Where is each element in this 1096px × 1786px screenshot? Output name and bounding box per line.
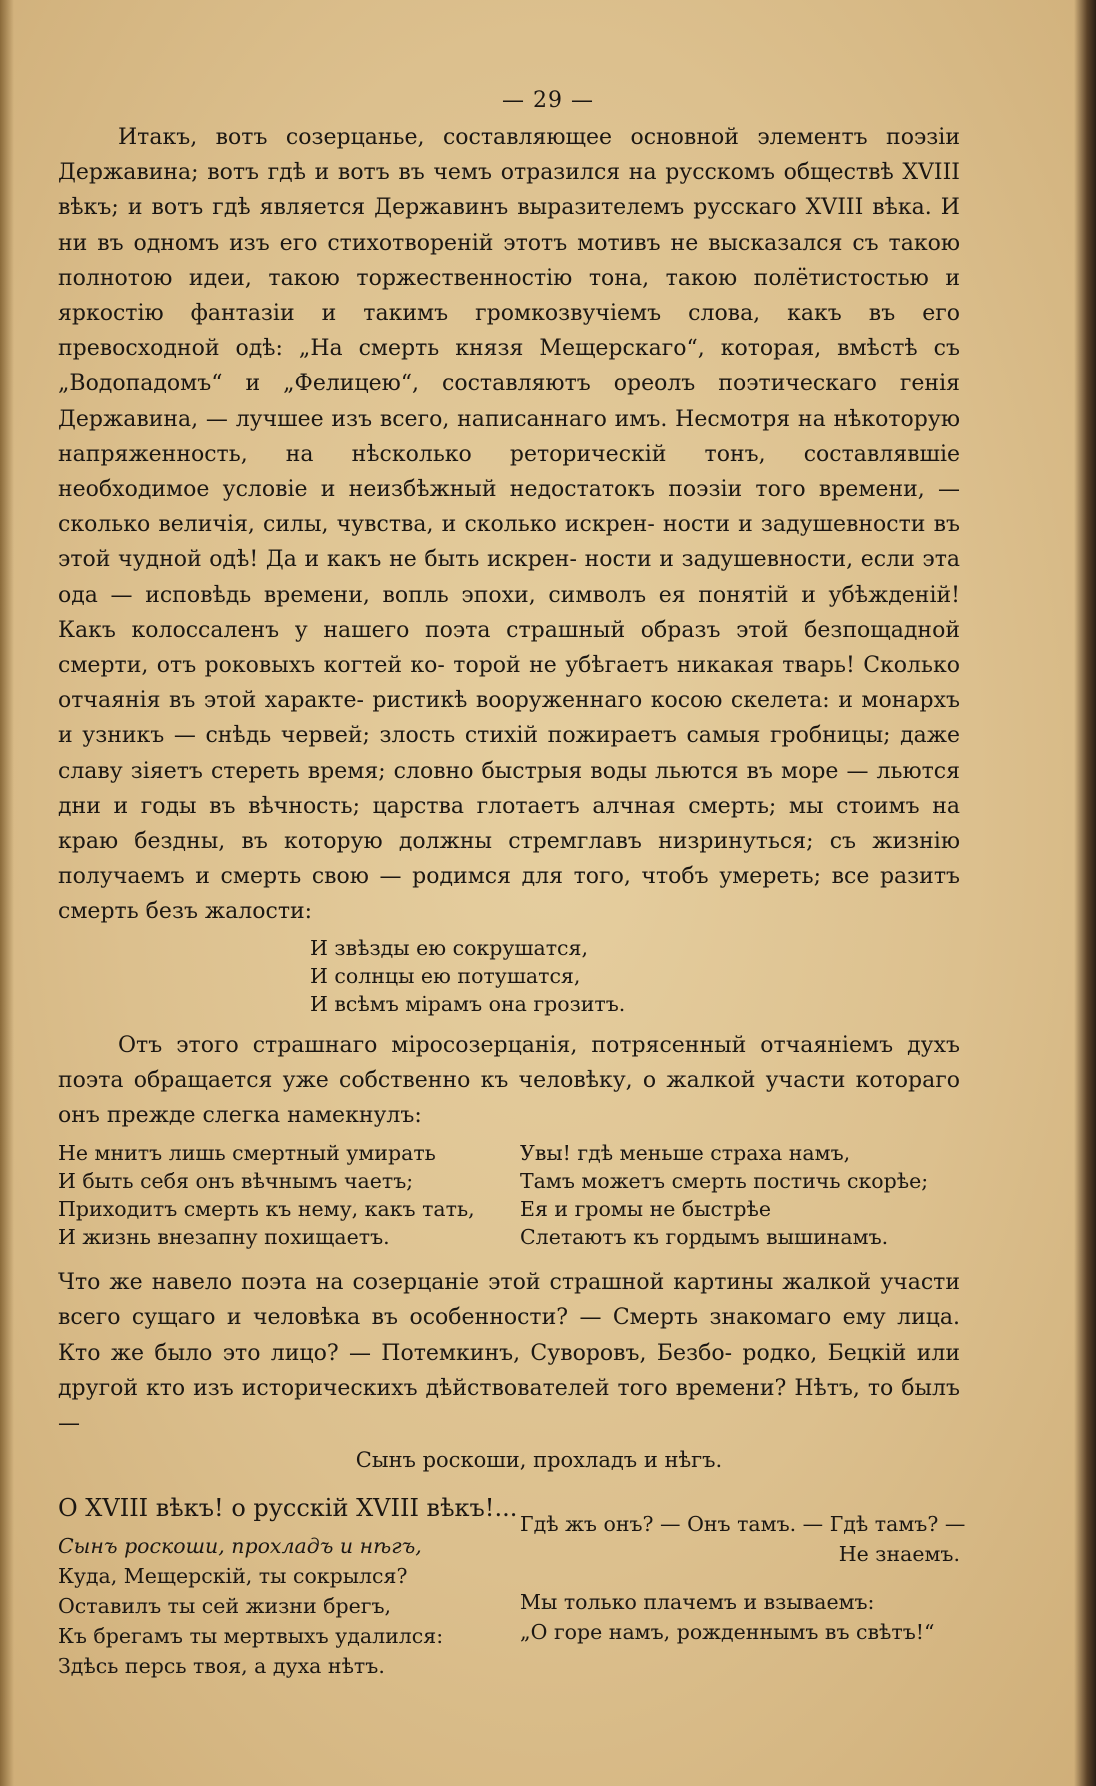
final-left-line-3: Оставилъ ты сей жизни брегъ, <box>58 1594 392 1619</box>
text-line: ности и задушевности, если эта ода — исповѣдь времени, вопль эпохи, <box>58 547 960 608</box>
text-line: ристикѣ вооруженнаго косою скелета: и монархъ и узникъ — снѣдь <box>58 688 960 749</box>
final-right-line-4: „О горе намъ, рожденнымъ въ свѣтъ!“ <box>520 1620 935 1645</box>
text-line: составлявшіе необходимое условіе и неизбѣжный недостатокъ поэзіи <box>58 441 961 503</box>
text-line: торой не убѣгаетъ никакая тварь! Сколько отчаянія въ этой характе- <box>58 653 960 714</box>
stanza-right-column <box>520 1139 960 1251</box>
final-left-column <box>58 1531 488 1681</box>
text-line: краю бездны, въ которую должны стремглавъ низринуться; съ жизнію <box>58 829 960 855</box>
verse-line: Тамъ можетъ смерть постичь скорѣе; <box>520 1169 929 1194</box>
text-line: участи всего сущаго и человѣка въ особенности? — Смерть знакомаго <box>58 1270 960 1331</box>
text-line: высказался съ такою полнотою идеи, такою торжественностію тона, <box>58 230 960 291</box>
paragraph-2 <box>58 1028 960 1134</box>
final-right-line-1: Гдѣ жъ онъ? — Онъ тамъ. — Гдѣ тамъ? — <box>520 1512 966 1537</box>
final-right-gap <box>520 1569 960 1587</box>
stanza-two-columns <box>58 1139 960 1251</box>
verse-line: Приходитъ смерть къ нему, какъ тать, <box>58 1197 475 1222</box>
text-line: Итакъ, вотъ созерцанье, составляющее основной элементъ поэзіи <box>118 125 960 150</box>
stanza-left-column <box>58 1139 498 1251</box>
text-line: родко, Бецкій или другой кто изъ историческихъ дѣйствователей того <box>58 1340 960 1401</box>
final-left-line-4: Къ брегамъ ты мертвыхъ удалился: <box>58 1624 444 1649</box>
text-line: Отъ этого страшнаго міросозерцанія, потрясенный отчаяніемъ <box>118 1032 894 1058</box>
text-line: страшный образъ этой безпощадной смерти, отъ роковыхъ когтей ко- <box>58 617 960 679</box>
final-left-line-5: Здѣсь персь твоя, а духа нѣтъ. <box>58 1654 385 1679</box>
text-line: слова, какъ въ его превосходной одѣ: „На смерть князя Мещерскаго“, <box>58 301 960 362</box>
verse-line: Не мнитъ лишь смертный умирать <box>58 1141 436 1166</box>
final-right-line-2: Не знаемъ. <box>838 1542 960 1567</box>
verse-line: И жизнь внезапну похищаетъ. <box>58 1225 390 1250</box>
text-line: Несмотря на нѣкоторую напряженность, на нѣсколько реторическій тонъ, <box>58 406 960 467</box>
page-number: — 29 — <box>502 88 594 113</box>
paragraph-3 <box>58 1265 960 1441</box>
verse-line: Увы! гдѣ меньше страха намъ, <box>520 1141 851 1166</box>
text-line: котораго онъ прежде слегка намекнулъ: <box>58 1067 960 1129</box>
text-line: XVIII вѣкъ; и вотъ гдѣ является Державинъ выразителемъ русскаго <box>58 160 960 221</box>
paragraph-1 <box>58 120 960 930</box>
verse-line: И всѣмъ мірамъ она грозитъ. <box>310 991 626 1016</box>
text-line: того времени, — сколько величія, силы, чувства, и сколько искрен- <box>58 477 960 538</box>
exclamation-line: О XVIII вѣкъ! о русскій XVIII вѣкъ!... <box>58 1494 518 1523</box>
text-line: которая, вмѣстѣ съ „Водопадомъ“ и „Фелицею“, составляютъ ореолъ <box>58 336 960 397</box>
text-line: червей; злость стихій пожираетъ самыя гробницы; даже славу зіяетъ <box>58 723 960 784</box>
text-line: поэтическаго генія Державина, — лучшее изъ всего, написаннаго имъ. <box>58 371 960 432</box>
text-line: символъ ея понятій и убѣжденій! Какъ колоссаленъ у нашего поэта <box>58 582 960 643</box>
text-line: XVIII вѣка. И ни въ одномъ изъ его стихотвореній этотъ мотивъ не <box>58 195 960 256</box>
verse-1 <box>310 934 960 1018</box>
text-line: ему лица. Кто же было это лицо? — Потемкинъ, Суворовъ, Безбо- <box>58 1305 960 1366</box>
text-line: Что же навело поэта на созерцаніе этой страшной картины жалкой <box>58 1270 872 1296</box>
final-right-column <box>520 1509 966 1681</box>
text-line: стереть время; словно быстрыя воды льются въ море — льются дни <box>58 758 960 819</box>
text-line: ности и задушевности въ этой чудной одѣ! Да и какъ не быть искрен- <box>58 512 960 573</box>
final-left-line-2: Куда, Мещерскій, ты сокрылся? <box>58 1564 408 1589</box>
final-left-line-1: Сынъ роскоши, прохладъ и нѣгъ, <box>58 1534 422 1559</box>
verse-line: Слетаютъ къ гордымъ вышинамъ. <box>520 1225 889 1250</box>
centered-verse-line: Сынъ роскоши, прохладъ и нѣгъ. <box>355 1448 723 1473</box>
text-line: Державина; вотъ гдѣ и вотъ въ чемъ отразился на русскомъ обществѣ <box>58 160 894 186</box>
verse-line: И звѣзды ею сокрушатся, <box>310 935 588 960</box>
text-line: разитъ смерть безъ жалости: <box>58 864 960 925</box>
text-line: духъ поэта обращается уже собственно къ человѣку, о жалкой участи <box>58 1032 960 1093</box>
verse-line: И быть себя онъ вѣчнымъ чаетъ; <box>58 1169 414 1194</box>
final-stanza-columns <box>58 1512 966 1681</box>
text-line: и годы въ вѣчность; царства глотаетъ алчная смерть; мы стоимъ на <box>113 793 960 819</box>
text-line: такою полётистостью и яркостію фантазіи и такимъ громкозвучіемъ <box>58 265 960 327</box>
verse-line: И солнцы ею потушатся, <box>310 963 581 988</box>
page-content <box>58 120 966 1681</box>
page-right-edge-shadow <box>1074 0 1096 1786</box>
text-line: получаемъ и смерть свою — родимся для того, чтобъ умереть; все <box>58 864 870 890</box>
page-left-edge-shadow <box>0 0 14 1786</box>
verse-line: Ея и громы не быстрѣе <box>520 1197 771 1222</box>
text-line: времени? Нѣтъ, то былъ — <box>58 1375 960 1437</box>
final-right-line-3: Мы только плачемъ и взываемъ: <box>520 1590 875 1615</box>
